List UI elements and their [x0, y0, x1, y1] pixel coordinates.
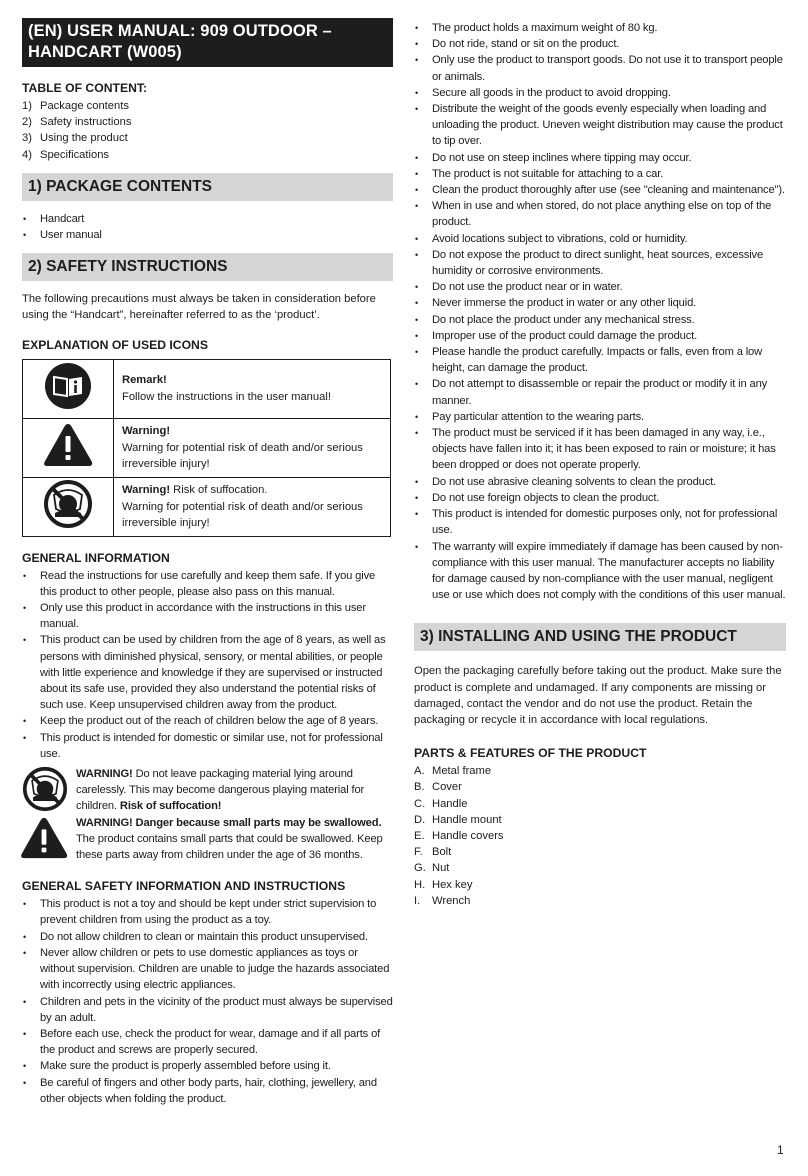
suffocation-title-rest: Risk of suffocation. — [170, 484, 268, 497]
small-parts-warning-text: The product contains small parts that could be swallowed. Keep these parts away from children under the age of 36 months. — [76, 832, 383, 862]
list-item: • Improper use of the product could damage the product. — [414, 328, 786, 344]
list-item: • The warranty will expire immediately if damage has been caused by non-compliance with this user manual. The manufacturer accepts no liability for damage caused by non-compliance with the user manual, negligent use or use which does not comply with the conditions of this user manual. — [414, 539, 786, 604]
list-item: • Never allow children or pets to use domestic appliances as toys or without supervision. Children are unable to judge the hazards associated with incorrectly using electric appliances. — [22, 945, 393, 994]
list-item: I. Wrench — [414, 894, 471, 907]
list-item: • User manual — [22, 227, 393, 243]
list-item: F. Bolt — [414, 846, 452, 859]
list-item: • Make sure the product is properly assembled before using it. — [22, 1058, 393, 1074]
suffocation-icon — [22, 766, 68, 812]
remark-text: Follow the instructions in the user manual! — [122, 390, 331, 403]
list-item: • Before each use, check the product for wear, damage and if all parts of the product and screws are properly secured. — [22, 1026, 393, 1058]
left-column — [22, 18, 393, 1111]
list-item: • Only use the product to transport goods. Do not use it to transport people or animals. — [414, 52, 786, 84]
list-item: • Handcart — [22, 211, 393, 227]
toc-item[interactable]: 2) Safety instructions — [22, 116, 132, 129]
list-item: E. Handle covers — [414, 829, 504, 842]
list-item: • When in use and when stored, do not place anything else on top of the product. — [414, 198, 786, 230]
list-item: B. Cover — [414, 781, 462, 794]
icons-table — [22, 359, 391, 537]
warning-triangle-icon — [19, 816, 69, 860]
warning-triangle-icon — [42, 422, 94, 468]
table-row — [23, 359, 391, 418]
list-item: • This product is intended for domestic or similar use, not for professional use. — [22, 730, 393, 762]
suffocation-title: Warning! — [122, 484, 171, 497]
small-parts-warning-title: WARNING! Danger because small parts may be swallowed. — [76, 816, 382, 829]
general-safety-list — [22, 896, 393, 1107]
list-item: • Never immerse the product in water or any other liquid. — [414, 295, 786, 311]
list-item: • Clean the product thoroughly after use (see "cleaning and maintenance"). — [414, 182, 786, 198]
list-item: • Do not expose the product to direct sunlight, heat sources, excessive humidity or corrosive environments. — [414, 247, 786, 279]
remark-title: Remark! — [122, 374, 167, 387]
right-column — [414, 20, 786, 917]
list-item: • This product is not a toy and should be kept under strict supervision to prevent children from using the product as a toy. — [22, 896, 393, 928]
toc-heading: TABLE OF CONTENT: — [22, 81, 148, 95]
list-item: • Do not allow children to clean or maintain this product unsupervised. — [22, 929, 393, 945]
manual-title: (EN) USER MANUAL: 909 OUTDOOR – HANDCART (W005) — [22, 18, 393, 67]
toc-item[interactable]: 1) Package contents — [22, 100, 129, 112]
list-item: • Only use this product in accordance with the instructions in this user manual. — [22, 600, 393, 632]
list-item: • Keep the product out of the reach of children below the age of 8 years. — [22, 713, 393, 729]
manual-info-icon — [44, 362, 92, 410]
installing-intro: Open the packaging carefully before taking out the product. Make sure the product is complete and undamaged. If any components are missing or damaged, contact the vendor and do not use the product. Retain the packaging or recycle it in accordance with local regulations. — [414, 665, 782, 726]
list-item: • The product is not suitable for attaching to a car. — [414, 166, 786, 182]
parts-heading: PARTS & FEATURES OF THE PRODUCT — [414, 746, 647, 761]
package-contents-list — [22, 211, 393, 243]
list-item: • Do not attempt to disassemble or repair the product or modify it in any manner. — [414, 376, 786, 408]
list-item: • This product can be used by children from the age of 8 years, as well as persons with diminished physical, sensory, or mental abilities, or people with little experience and knowledge if they are supervised or instructed about its safe use, provided they also understand the potential risks of such use. Keep unsupervised children away from the product. — [22, 632, 393, 713]
table-row — [23, 477, 391, 536]
list-item: • Do not use foreign objects to clean the product. — [414, 490, 786, 506]
list-item: G. Nut — [414, 862, 450, 875]
list-item: • The product must be serviced if it has been damaged in any way, i.e., objects have fallen into it; it has been exposed to rain or moisture; it has been dropped or does not operate properly. — [414, 425, 786, 474]
icons-heading: EXPLANATION OF USED ICONS — [22, 337, 208, 352]
section-heading-package-contents: 1) PACKAGE CONTENTS — [22, 173, 393, 201]
general-info-heading: GENERAL INFORMATION — [22, 550, 170, 565]
packaging-warnings — [22, 766, 393, 863]
parts-list — [414, 763, 786, 909]
list-item: • Distribute the weight of the goods evenly especially when loading and unloading the product. Uneven weight distribution may cause the product to tip over. — [414, 101, 786, 150]
safety-continued-list — [414, 20, 786, 603]
list-item: D. Handle mount — [414, 813, 502, 826]
suffocation-icon — [43, 479, 93, 529]
list-item: C. Handle — [414, 797, 468, 810]
toc-item[interactable]: 4) Specifications — [22, 148, 110, 161]
warning-text: Warning for potential risk of death and/or serious irreversible injury! — [122, 441, 363, 470]
list-item: • Be careful of fingers and other body parts, hair, clothing, jewellery, and other objects when folding the product. — [22, 1075, 393, 1107]
warning-title: Warning! — [122, 425, 171, 438]
section-heading-safety: 2) SAFETY INSTRUCTIONS — [22, 253, 393, 281]
list-item: • Pay particular attention to the wearing parts. — [414, 409, 786, 425]
list-item: • Do not ride, stand or sit on the product. — [414, 36, 786, 52]
general-safety-heading: GENERAL SAFETY INFORMATION AND INSTRUCTIONS — [22, 879, 346, 894]
list-item: • Do not place the product under any mechanical stress. — [414, 312, 786, 328]
list-item: • Children and pets in the vicinity of the product must always be supervised by an adult. — [22, 994, 393, 1026]
page-number: 1 — [777, 1143, 784, 1157]
list-item: • Please handle the product carefully. Impacts or falls, even from a low height, can damage the product. — [414, 344, 786, 376]
list-item: • Do not use abrasive cleaning solvents to clean the product. — [414, 474, 786, 490]
table-row — [23, 418, 391, 477]
list-item: • Read the instructions for use carefully and keep them safe. If you give this product to other people, please also pass on this manual. — [22, 568, 393, 600]
list-item: A. Metal frame — [414, 765, 492, 778]
toc-list — [22, 98, 393, 163]
list-item: H. Hex key — [414, 878, 473, 891]
list-item: • Secure all goods in the product to avoid dropping. — [414, 85, 786, 101]
section-heading-installing: 3) INSTALLING AND USING THE PRODUCT — [414, 623, 786, 651]
toc-item[interactable]: 3) Using the product — [22, 132, 128, 145]
suffocation-text: Warning for potential risk of death and/or serious irreversible injury! — [122, 500, 363, 529]
list-item: • The product holds a maximum weight of 80 kg. — [414, 20, 786, 36]
safety-intro: The following precautions must always be taken in consideration before using the “Handcart”, hereinafter referred to as the ‘product’. — [22, 293, 376, 322]
list-item: • Do not use the product near or in water. — [414, 279, 786, 295]
list-item: • Avoid locations subject to vibrations, cold or humidity. — [414, 231, 786, 247]
list-item: • This product is intended for domestic purposes only, not for professional use. — [414, 506, 786, 538]
list-item: • Do not use on steep inclines where tipping may occur. — [414, 150, 786, 166]
general-info-list — [22, 568, 393, 762]
packaging-warning: WARNING! Do not leave packaging material lying around carelessly. This may become dangerous playing material for children. Risk of suffocation! — [76, 768, 365, 813]
